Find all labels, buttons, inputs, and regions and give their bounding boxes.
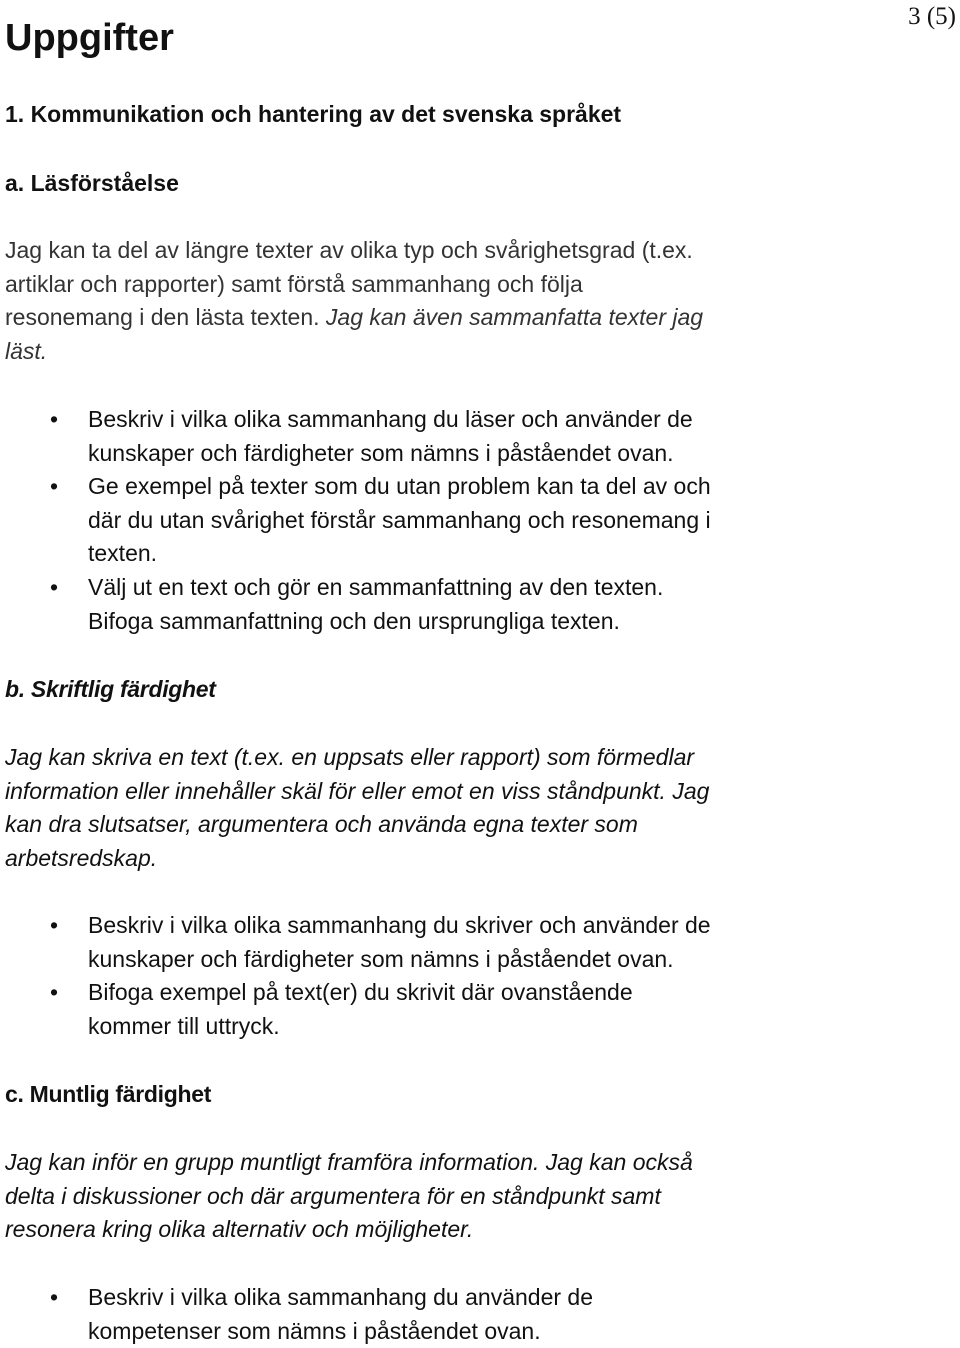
subsection-heading-a: a. Läsförståelse bbox=[5, 170, 179, 196]
subsection-heading-c: c. Muntlig färdighet bbox=[5, 1081, 212, 1107]
bullet-line: Beskriv i vilka olika sammanhang du skriver och använder de bbox=[88, 912, 711, 938]
subsection-c-bullets bbox=[0, 1281, 800, 1348]
bullet-line: kommer till uttryck. bbox=[88, 1012, 280, 1039]
intro-line: Jag kan ta del av längre texter av olika typ och svårighetsgrad (t.ex. bbox=[5, 237, 693, 263]
list-item bbox=[0, 976, 800, 1043]
bullet-line: kompetenser som nämns i påståendet ovan. bbox=[88, 1317, 541, 1344]
bullet-line: Beskriv i vilka olika sammanhang du läser och använder de bbox=[88, 406, 693, 432]
intro-line: resonera kring olika alternativ och möjligheter. bbox=[5, 1216, 474, 1243]
bullet-line: Bifoga sammanfattning och den ursprungliga texten. bbox=[88, 607, 620, 634]
list-item bbox=[0, 470, 800, 571]
intro-line-part: resonemang i den lästa texten. bbox=[5, 304, 326, 331]
subsection-b-bullets bbox=[0, 909, 800, 1043]
intro-line-part: Jag kan även sammanfatta texter jag bbox=[325, 304, 704, 331]
intro-line: läst. bbox=[5, 337, 48, 364]
subsection-b-intro bbox=[5, 741, 805, 875]
list-item bbox=[0, 571, 800, 638]
bullet-line: texten. bbox=[88, 540, 158, 567]
bullet-line: Ge exempel på texter som du utan problem kan ta del av och bbox=[88, 473, 711, 500]
bullet-line: där du utan svårighet förstår sammanhang och resonemang i bbox=[88, 506, 711, 533]
document-title: Uppgifter bbox=[5, 17, 174, 59]
list-item bbox=[0, 909, 800, 976]
bullet-icon: • bbox=[49, 912, 59, 938]
page-number: 3 (5) bbox=[908, 3, 956, 30]
subsection-a-intro bbox=[5, 234, 805, 368]
bullet-icon: • bbox=[49, 979, 59, 1006]
bullet-icon: • bbox=[49, 473, 59, 500]
intro-line bbox=[5, 301, 805, 335]
list-item bbox=[0, 403, 800, 470]
bullet-icon: • bbox=[49, 573, 59, 600]
intro-line: kan dra slutsatser, argumentera och använda egna texter som bbox=[5, 811, 638, 838]
subsection-a-bullets bbox=[0, 403, 800, 638]
bullet-line: Bifoga exempel på text(er) du skrivit där ovanstående bbox=[88, 979, 633, 1006]
intro-line: artiklar och rapporter) samt förstå sammanhang och följa bbox=[5, 270, 583, 297]
bullet-icon: • bbox=[49, 406, 59, 432]
intro-line: Jag kan inför en grupp muntligt framföra information. Jag kan också bbox=[5, 1149, 693, 1175]
list-item bbox=[0, 1281, 800, 1348]
bullet-line: kunskaper och färdigheter som nämns i påståendet ovan. bbox=[88, 439, 674, 466]
bullet-line: kunskaper och färdigheter som nämns i påståendet ovan. bbox=[88, 945, 674, 972]
intro-line: Jag kan skriva en text (t.ex. en uppsats eller rapport) som förmedlar bbox=[5, 744, 695, 770]
intro-line: information eller innehåller skäl för eller emot en viss ståndpunkt. Jag bbox=[5, 777, 710, 804]
subsection-c-intro bbox=[5, 1146, 805, 1247]
bullet-icon: • bbox=[49, 1284, 59, 1310]
section-heading: 1. Kommunikation och hantering av det svenska språket bbox=[5, 101, 622, 127]
bullet-line: Välj ut en text och gör en sammanfattning av den texten. bbox=[88, 573, 664, 600]
intro-line: arbetsredskap. bbox=[5, 844, 158, 871]
bullet-line: Beskriv i vilka olika sammanhang du använder de bbox=[88, 1284, 593, 1310]
intro-line: delta i diskussioner och där argumentera för en ståndpunkt samt bbox=[5, 1182, 661, 1209]
subsection-heading-b: b. Skriftlig färdighet bbox=[5, 676, 216, 702]
